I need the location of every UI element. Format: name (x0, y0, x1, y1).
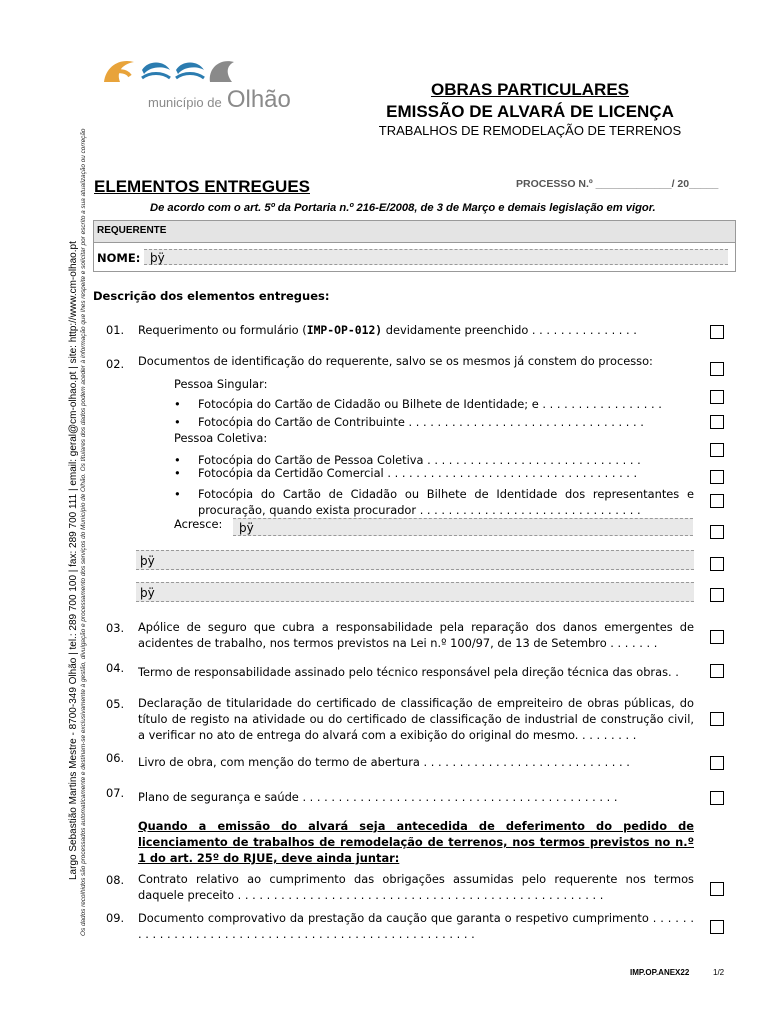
pc-bullet-1: • (174, 453, 181, 467)
header-title-2: EMISSÃO DE ALVARÁ DE LICENÇA (386, 102, 674, 121)
extra-1-checkbox[interactable] (710, 557, 724, 571)
item-09-text: Documento comprovativo da prestação da caução que garanta o respetivo cumprimento . . . . . . . . . . . . . . . . . . . . . . . . . . . . . . . . . . . . . . . . . . . . . . . . . . . . . (138, 911, 694, 941)
item-01-checkbox[interactable] (710, 325, 724, 339)
section-heading: ELEMENTOS ENTREGUES (94, 177, 310, 196)
acresce-input[interactable]: þÿ (233, 518, 693, 536)
item-01-number: 01. (106, 323, 125, 337)
extra-2-checkbox[interactable] (710, 588, 724, 602)
pc-item-2: Fotocópia da Certidão Comercial . . . . . . . . . . . . . . . . . . . . . . . . . . . . . . . . . . . (198, 466, 638, 480)
legal-reference: De acordo com o art. 5º da Portaria n.º 216-E/2008, de 3 de Março e demais legislação em vigor. (150, 202, 656, 214)
requerente-body (93, 242, 736, 272)
footer-code: IMP.OP.ANEX22 (630, 968, 690, 977)
footer-page: 1/2 (713, 968, 725, 977)
acresce-checkbox[interactable] (710, 525, 724, 539)
item-08-checkbox[interactable] (710, 882, 724, 896)
acresce-label: Acresce: (174, 517, 223, 531)
logo-waves-icon (100, 52, 240, 88)
item-02-text: Documentos de identificação do requerente, salvo se os mesmos já constem do processo: (138, 354, 653, 368)
extra-input-2[interactable]: þÿ (136, 582, 694, 602)
item-04-number: 04. (106, 661, 125, 675)
header-title-3: TRABALHOS DE REMODELAÇÃO DE TERRENOS (378, 123, 682, 138)
item-09-number: 09. (106, 911, 125, 925)
item-03-number: 03. (106, 621, 125, 635)
ps-item-1: Fotocópia do Cartão de Cidadão ou Bilhete de Identidade; e . . . . . . . . . . . . . . . . . (198, 397, 662, 411)
item-08-text: Contrato relativo ao cumprimento das obrigações assumidas pelo requerente nos termos daquele preceito . . . . . . . . . . . . . . . . . . . . . . . . . . . . . . . . . . . . . . . . . . . . . . . . . . . (138, 872, 694, 902)
item-01-text (138, 322, 698, 338)
pc-item-1: Fotocópia do Cartão de Pessoa Coletiva . . . . . . . . . . . . . . . . . . . . . . . . . . . . . . (198, 453, 641, 467)
pc-item-3: Fotocópia do Cartão de Cidadão ou Bilhete de Identidade dos representantes e procuração, quando exista procurador . . . . . . . . . . . . . . . . . . . . . . . . . . . . . . . (198, 487, 694, 517)
pc-item-2-checkbox[interactable] (710, 470, 724, 484)
sidebar-privacy: Os dados recolhidos são processados automaticamente e destinam-se exclusivamente à gestão, divulgação e processamento dos serviços do Município de Olhão. Os titulares dos dados podem aceder à informação que lhes respeite e solicitar por escrito a sua atualização ou correção (80, 128, 87, 936)
item-05-number: 05. (106, 697, 125, 711)
item-07-checkbox[interactable] (710, 791, 724, 805)
pessoa-singular-label: Pessoa Singular: (174, 377, 268, 391)
item-06-number: 06. (106, 751, 125, 765)
requerente-label: REQUERENTE (97, 225, 167, 236)
logo-name: Olhão (226, 86, 291, 113)
item-04-text: Termo de responsabilidade assinado pelo técnico responsável pela direção técnica das obras. . (138, 665, 679, 679)
ps-item-2-checkbox[interactable] (710, 415, 724, 429)
ps-item-1-checkbox[interactable] (710, 390, 724, 404)
item-05-checkbox[interactable] (710, 712, 724, 726)
nome-label: NOME: (97, 251, 141, 265)
ps-bullet-2: • (174, 415, 181, 429)
item-01-code: IMP-OP-012) (306, 323, 383, 337)
item-03-text: Apólice de seguro que cubra a responsabilidade pela reparação dos danos emergentes de acidentes de trabalho, nos termos previstos na Lei n.º 100/97, de 13 de Setembro . . . . . . . (138, 620, 694, 650)
pc-bullet-3: • (174, 487, 181, 501)
item-06-text: Livro de obra, com menção do termo de abertura . . . . . . . . . . . . . . . . . . . . . . . . . . . . . (138, 755, 630, 769)
item-07-number: 07. (106, 786, 125, 800)
pc-bullet-2: • (174, 466, 181, 480)
item-07-text: Plano de segurança e saúde . . . . . . . . . . . . . . . . . . . . . . . . . . . . . . . . . . . . . . . . . . . . (138, 790, 618, 804)
sidebar-address: Largo Sebastião Martins Mestre - 8700-349 Olhão | tel.: 289 700 100 | fax: 289 700 111 | email: geral@cm-olhao.pt | site: http://www.cm-olhao.pt (68, 241, 79, 880)
item-03-checkbox[interactable] (710, 630, 724, 644)
item-04-checkbox[interactable] (710, 664, 724, 678)
header-title-1: OBRAS PARTICULARES (430, 80, 630, 99)
item-02-checkbox[interactable] (710, 362, 724, 376)
nome-input[interactable]: þÿ (144, 249, 728, 265)
descricao-label: Descrição dos elementos entregues: (93, 289, 330, 303)
ps-bullet-1: • (174, 397, 181, 411)
item-09-checkbox[interactable] (710, 920, 724, 934)
logo-text (148, 86, 291, 114)
quando-note: Quando a emissão do alvará seja antecedida de deferimento do pedido de licenciamento de trabalhos de remodelação de terrenos, nos termos previstos no n.º 1 do art. 25º do RJUE, deve ainda juntar: (138, 819, 694, 865)
ps-item-2: Fotocópia do Cartão de Contribuinte . . . . . . . . . . . . . . . . . . . . . . . . . . . . . . . . . (198, 415, 644, 429)
item-08-number: 08. (106, 873, 125, 887)
extra-input-1[interactable]: þÿ (136, 550, 694, 570)
item-05-text: Declaração de titularidade do certificado de classificação de empreiteiro de obras públicas, do título de registo na atividade ou do certificado de classificação de industrial de construção civil, a verificar no ato de entrega do alvará com a exibição do original do mesmo. . . . . . . . . (138, 696, 694, 742)
item-01-pre: Requerimento ou formulário ( (138, 323, 307, 337)
item-06-checkbox[interactable] (710, 756, 724, 770)
item-01-post: devidamente preenchido . . . . . . . . . . . . . . . (382, 323, 637, 337)
processo-number: PROCESSO N.º _____________/ 20_____ (516, 178, 719, 190)
logo-prefix: município de (148, 95, 222, 110)
pc-item-3-checkbox[interactable] (710, 494, 724, 508)
item-02-number: 02. (106, 357, 125, 371)
pc-item-1-checkbox[interactable] (710, 443, 724, 457)
requerente-header (93, 220, 736, 243)
municipality-logo (100, 52, 320, 113)
pessoa-coletiva-label: Pessoa Coletiva: (174, 431, 268, 445)
